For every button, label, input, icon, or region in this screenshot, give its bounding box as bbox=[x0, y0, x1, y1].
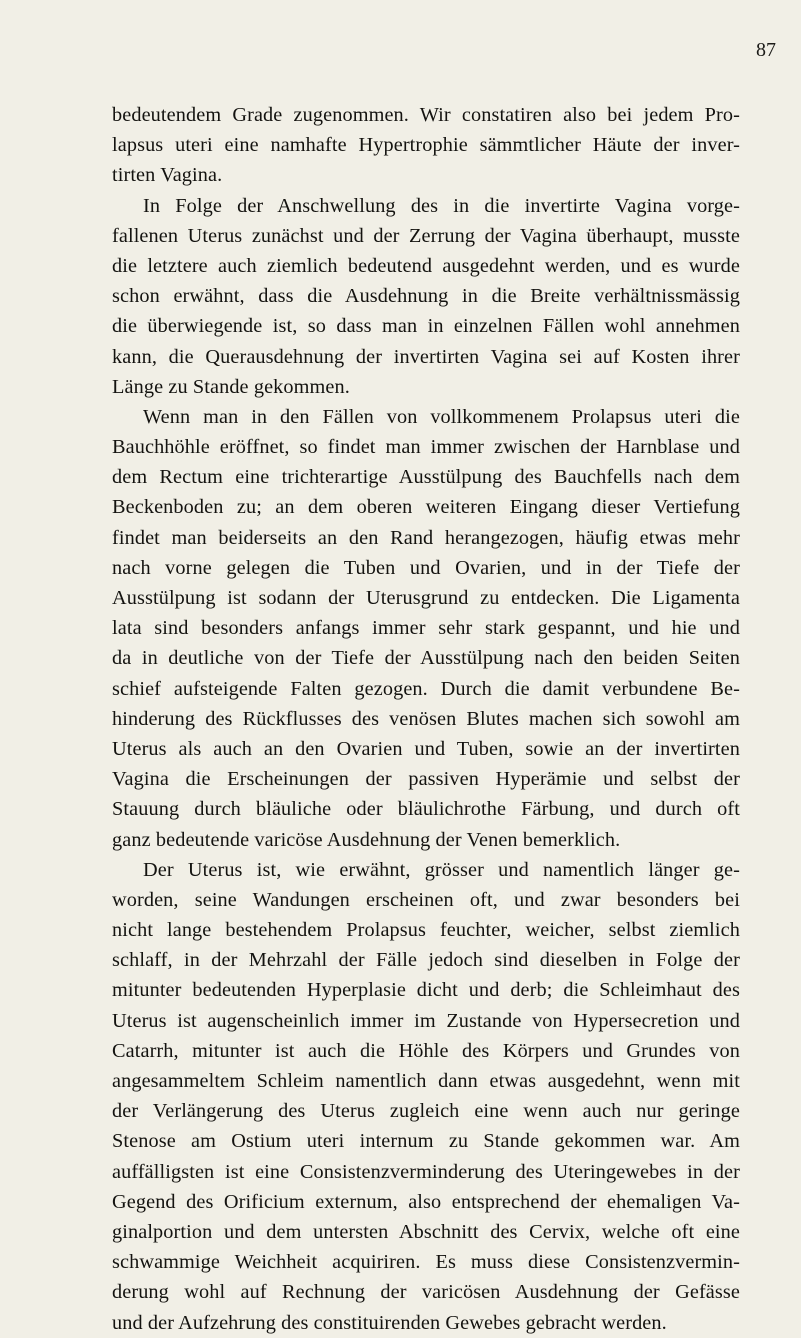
text-line: ginalportion und dem untersten Abschnitt des Cervix, welche oft eine bbox=[112, 1220, 740, 1243]
text-line: Gegend des Orificium externum, also entsprechend der ehemaligen Va- bbox=[112, 1190, 740, 1213]
text-line: bedeutendem Grade zugenommen. Wir constatiren also bei jedem Pro- bbox=[112, 104, 740, 126]
text-line: Uterus als auch an den Ovarien und Tuben, sowie an der invertirten bbox=[112, 737, 740, 760]
text-line: hinderung des Rückflusses des venösen Blutes machen sich sowohl am bbox=[112, 707, 740, 730]
text-line: Der Uterus ist, wie erwähnt, grösser und namentlich länger ge- bbox=[143, 858, 740, 881]
paragraph bbox=[112, 100, 740, 191]
page-number: 87 bbox=[756, 39, 776, 61]
text-line: nicht lange bestehendem Prolapsus feuchter, weicher, selbst ziemlich bbox=[112, 919, 740, 942]
paragraph bbox=[112, 855, 740, 1338]
text-line: Beckenboden zu; an dem oberen weiteren Eingang dieser Vertiefung bbox=[112, 496, 740, 519]
text-line: derung wohl auf Rechnung der varicösen Ausdehnung der Gefässe bbox=[112, 1281, 740, 1304]
text-line: Bauchhöhle eröffnet, so findet man immer zwischen der Harnblase und bbox=[112, 436, 740, 459]
text-line: tirten Vagina. bbox=[112, 164, 223, 187]
text-line: angesammeltem Schleim namentlich dann etwas ausgedehnt, wenn mit bbox=[112, 1070, 740, 1092]
text-line: die überwiegende ist, so dass man in einzelnen Fällen wohl annehmen bbox=[112, 315, 740, 338]
text-line: Stenose am Ostium uteri internum zu Stande gekommen war. Am bbox=[112, 1130, 740, 1153]
text-line: schlaff, in der Mehrzahl der Fälle jedoch sind dieselben in Folge der bbox=[112, 949, 740, 972]
text-line: auffälligsten ist eine Consistenzverminderung des Uteringewebes in der bbox=[112, 1160, 740, 1183]
paragraph bbox=[112, 191, 740, 402]
text-line: Vagina die Erscheinungen der passiven Hyperämie und selbst der bbox=[112, 768, 740, 791]
text-line: da in deutliche von der Tiefe der Ausstülpung nach den beiden Seiten bbox=[112, 647, 740, 670]
text-line: und der Aufzehrung des constituirenden Gewebes gebracht werden. bbox=[112, 1311, 667, 1334]
text-line: schwammige Weichheit acquiriren. Es muss diese Consistenzvermin- bbox=[112, 1251, 740, 1274]
text-line: schon erwähnt, dass die Ausdehnung in die Breite verhältnissmässig bbox=[112, 285, 740, 308]
text-line: Uterus ist augenscheinlich immer im Zustande von Hypersecretion und bbox=[112, 1009, 740, 1032]
text-line: nach vorne gelegen die Tuben und Ovarien, und in der Tiefe der bbox=[112, 556, 740, 579]
text-line: mitunter bedeutenden Hyperplasie dicht und derb; die Schleimhaut des bbox=[112, 979, 740, 1002]
text-line: In Folge der Anschwellung des in die invertirte Vagina vorge- bbox=[143, 194, 740, 217]
text-line: Wenn man in den Fällen von vollkommenem Prolapsus uteri die bbox=[143, 405, 740, 428]
text-line: Länge zu Stande gekommen. bbox=[112, 375, 350, 398]
paragraph bbox=[112, 402, 740, 855]
text-line: fallenen Uterus zunächst und der Zerrung der Vagina überhaupt, musste bbox=[112, 224, 740, 247]
text-line: Stauung durch bläuliche oder bläulichrothe Färbung, und durch oft bbox=[112, 798, 740, 821]
text-line: Catarrh, mitunter ist auch die Höhle des Körpers und Grundes von bbox=[112, 1039, 740, 1062]
body-text bbox=[112, 100, 740, 1338]
text-line: findet man beiderseits an den Rand herangezogen, häufig etwas mehr bbox=[112, 526, 740, 549]
text-line: Ausstülpung ist sodann der Uterusgrund zu entdecken. Die Ligamenta bbox=[112, 587, 740, 609]
text-line: schief aufsteigende Falten gezogen. Durch die damit verbundene Be- bbox=[112, 677, 740, 700]
text-line: worden, seine Wandungen erscheinen oft, und zwar besonders bei bbox=[112, 888, 740, 911]
text-line: die letztere auch ziemlich bedeutend ausgedehnt werden, und es wurde bbox=[112, 254, 740, 277]
text-line: der Verlängerung des Uterus zugleich eine wenn auch nur geringe bbox=[112, 1100, 740, 1123]
text-line: ganz bedeutende varicöse Ausdehnung der Venen bemerklich. bbox=[112, 828, 621, 851]
text-line: lata sind besonders anfangs immer sehr stark gespannt, und hie und bbox=[112, 617, 740, 640]
text-line: kann, die Querausdehnung der invertirten Vagina sei auf Kosten ihrer bbox=[112, 345, 740, 368]
text-line: dem Rectum eine trichterartige Ausstülpung des Bauchfells nach dem bbox=[112, 466, 740, 489]
text-line: lapsus uteri eine namhafte Hypertrophie sämmtlicher Häute der inver- bbox=[112, 134, 740, 157]
